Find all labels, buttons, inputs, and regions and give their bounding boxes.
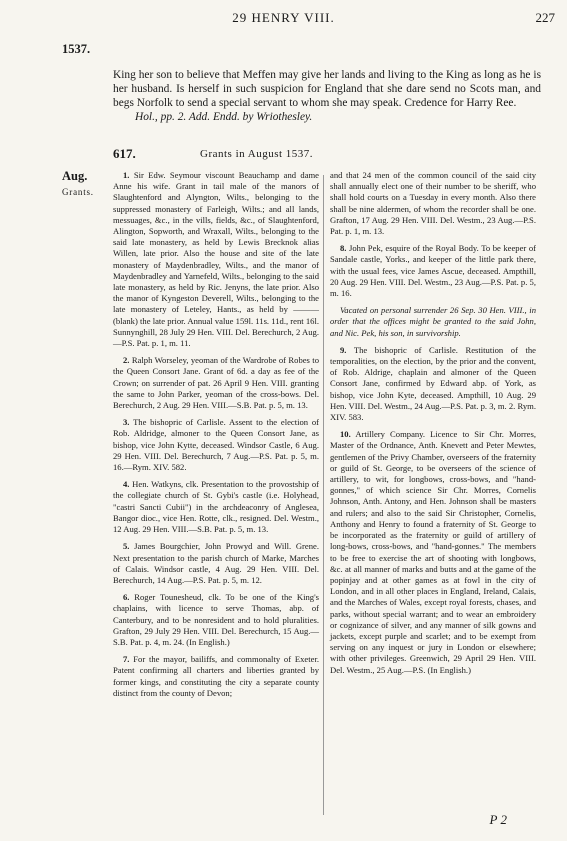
- grant-entry: [113, 592, 319, 648]
- entry-text: Ralph Worseley, yeoman of the Wardrobe of Robes to the Queen Consort Jane. Grant of 6d. a day as fee of the Crown; on surrender of pat. 26 April 9 Hen. VIII. granting the same to John Parker, yeoman of the cross-bows. Del. Berechurch, 2 Aug. 29 Hen. VIII.—S.B. Pat. p. 5, m. 13.: [113, 355, 319, 411]
- margin-month: Aug.: [62, 169, 88, 183]
- entry-number: 10.: [340, 429, 351, 440]
- grant-entry: [113, 170, 319, 349]
- year-marker: 1537.: [62, 42, 91, 56]
- entry-text: Roger Tounesheud, clk. To be one of the King's chaplains, with licence to serve Thomas, abp. of Canterbury, and to be nonresident and to hold pluralities. Grafton, 29 July 29 Hen. VIII. Del. Berechurch, 15 Aug.—S.B. Pat. p. 4, m. 24. (In English.): [113, 592, 319, 647]
- entry-number: 3.: [123, 417, 130, 428]
- entry-number: 7.: [123, 654, 130, 665]
- entry-text: Sir Edw. Seymour viscount Beauchamp and dame Anne his wife. Grant in tail male of the manors of Slaughtenford and Alyngton, Wilts., belonging to the suppressed monastery of Farleigh, Wilts.; and all lands, messuages, &c., in the vills, fields, &c., of Slaughtenford, Alington, Sopworth, and Wraxall, Wilts., belonging to the said late monastery, as held by Lewis Brecknok alias Willen, late prior. Also the house and site of the late monastery of Maydenbradley, Wilts., and the manor of Maydenbradley and Yarnefeld, Wilts., belonging to the said late monastery, as held by Ric. Jenyns, the late prior. Also the manor of Kyngeston Deverell, Wilts., belonging to the late monastery of Leteley, Hants., as held by ——— (blank) the late prior. Annual value 159l. 11s. 11d., rent 16l. Sunnynghill, 28 July 29 Hen. VIII. Del. Berechurch, 2 Aug.—P.S. Pat. p. 1, m. 11.: [113, 170, 320, 349]
- left-column: [113, 170, 319, 705]
- section-number: 617.: [113, 146, 136, 161]
- entry-number: 6.: [123, 592, 130, 603]
- grant-entry: [330, 243, 536, 299]
- entry-note: Vacated on personal surrender 26 Sep. 30 Hen. VIII., in order that the offices might be granted to the said John, and Nic. Pek, his son, in survivorship.: [330, 305, 536, 338]
- entry-number: 4.: [123, 479, 130, 490]
- entry-text: James Bourgchier, John Prowyd and Will. Grene. Next presentation to the parish church of Marke, Marches of Calais. Windsor castle, 4 Aug. 29 Hen. VIII. Del. Berechurch, 14 Aug.—P.S. Pat. p. 5, m. 12.: [113, 541, 319, 585]
- entry-number: 8.: [340, 243, 347, 254]
- page-number: 227: [535, 10, 555, 25]
- continuation-paragraph: [113, 68, 541, 124]
- column-divider: [323, 175, 324, 815]
- continuation-note: Hol., pp. 2. Add. Endd. by Wriothesley.: [135, 111, 313, 123]
- continuation-text: King her son to believe that Meffen may give her lands and living to the King as long as he is her husband. Is herself in such suspicion for England that she dare send no Scots man, and begs Norfolk to send a special servant to whom she may speak. Credence for Harry Ree.: [113, 69, 541, 109]
- grant-entry: [113, 479, 319, 535]
- entry-text: The bishopric of Carlisle. Restitution of the temporalities, on the election, by the prior and the convent, of Rob. Aldrige, chaplain and almoner of the Queen Consort Jane, confirmed by Edward abp. of York, as bishop, vice John Kyte, deceased. Ampthill, 10 Aug. 29 Hen. VIII. Del. Westm., 24 Aug.—P.S. Pat. p. 3, m. 2. Rym. XIV. 583.: [330, 344, 536, 423]
- section-title: Grants in August 1537.: [200, 148, 314, 160]
- page-header: [0, 10, 567, 32]
- grant-entry: [113, 541, 319, 586]
- signature-mark: P 2: [489, 812, 507, 827]
- grant-entry: [113, 355, 319, 411]
- grant-entry: [330, 170, 536, 237]
- grant-entry: [113, 654, 319, 699]
- margin-notes: [62, 168, 94, 200]
- entry-number: 5.: [123, 541, 130, 552]
- margin-label: Grants.: [62, 187, 94, 197]
- entry-number: 2.: [123, 355, 130, 366]
- entry-number: 1.: [123, 170, 130, 180]
- entry-text: and that 24 men of the common council of the said city shall annually elect one of their number to be sheriff, who shall hold courts on a Tuesday in every month. Also there shall be nine aldermen, of whom the recorder shall be one. Grafton, 17 Aug. 29 Hen. VIII. Del. Westm., 23 Aug.—P.S. Pat. p. 1, m. 13.: [330, 170, 536, 237]
- entry-text: Artillery Company. Licence to Sir Chr. Morres, Master of the Ordnance, Anth. Knevett and Peter Mewtes, gentlemen of the Privy Chamber, overseers of the fraternity or guild of St. George, to be overseers of the science of artillery, to wit, for longbows, cross-bows, and "hand-gonnes," of which science Sir Chr. Morres, Cornelis Johnson, Anth. Antony, and Hen. Johnson shall be masters and rulers; and also to the said Sir Christopher, Cornelis, Anthony and Henry to found a fraternity of St. George to be incorporated as the fraternity or guild of artillery of long-bows, cross-bows, and "hand-gonnes." The members to be free to exercise the art of shooting with longbows, &c. at all manner of marks and butts and at the game of the popinjay and at other games as at fowl in the city of London, and in all other places in England, Ireland, Calais, and the Marches of Wales, except royal forests, chases, and parks, without special warrant; and to wear an embroidery or cognizance of silver, and any manner of silk gowns and jackets, except purple and scarlet; and to be exempt from serving on any inquest or jury in London or elsewhere; with other privileges. Greenwich, 29 April 29 Hen. VIII. Del. Westm., 25 Aug.—P.S. (In English.): [330, 429, 536, 675]
- section-heading: [0, 146, 567, 166]
- entry-number: 9.: [340, 344, 347, 355]
- entry-text: The bishopric of Carlisle. Assent to the election of Rob. Aldridge, almoner to the Queen Consort Jane, as bishop, vice John Kytte, deceased. Windsor Castle, 6 Aug. 29 Hen. VIII. Del. Berechurch, 7 Aug.—P.S. Pat. p. 5, m. 16.—Rym. XIV. 582.: [113, 417, 319, 473]
- entry-text: Hen. Watkyns, clk. Presentation to the provostship of the collegiate church of St. Gybi's castle (i.e. Holyhead, "castri Sancti Cubii") in the archdeaconry of Anglesea, Bangor dioc., vice Hen. Rotte, clk., resigned. Del. Westm., 12 Aug. 29 Hen. VIII.—S.B. Pat. p. 5, m. 13.: [113, 479, 320, 535]
- right-column: [330, 170, 536, 682]
- grant-entry: [330, 345, 536, 423]
- running-title: 29 HENRY VIII.: [232, 10, 335, 25]
- entry-text: For the mayor, bailiffs, and commonalty of Exeter. Patent confirming all charters and liberties granted by former kings, and constituting the city a separate county distinct from the county of Devon;: [113, 654, 319, 698]
- grant-entry: [330, 429, 536, 675]
- entry-text: John Pek, esquire of the Royal Body. To be keeper of Sandale castle, Yorks., and keeper of the little park there, with the usual fees, vice James Ascue, deceased. Ampthill, 20 Aug. 29 Hen. VIII. Del. Westm., 23 Aug.—P.S. Pat. p. 5, m. 16.: [330, 243, 536, 299]
- grant-entry: [113, 417, 319, 473]
